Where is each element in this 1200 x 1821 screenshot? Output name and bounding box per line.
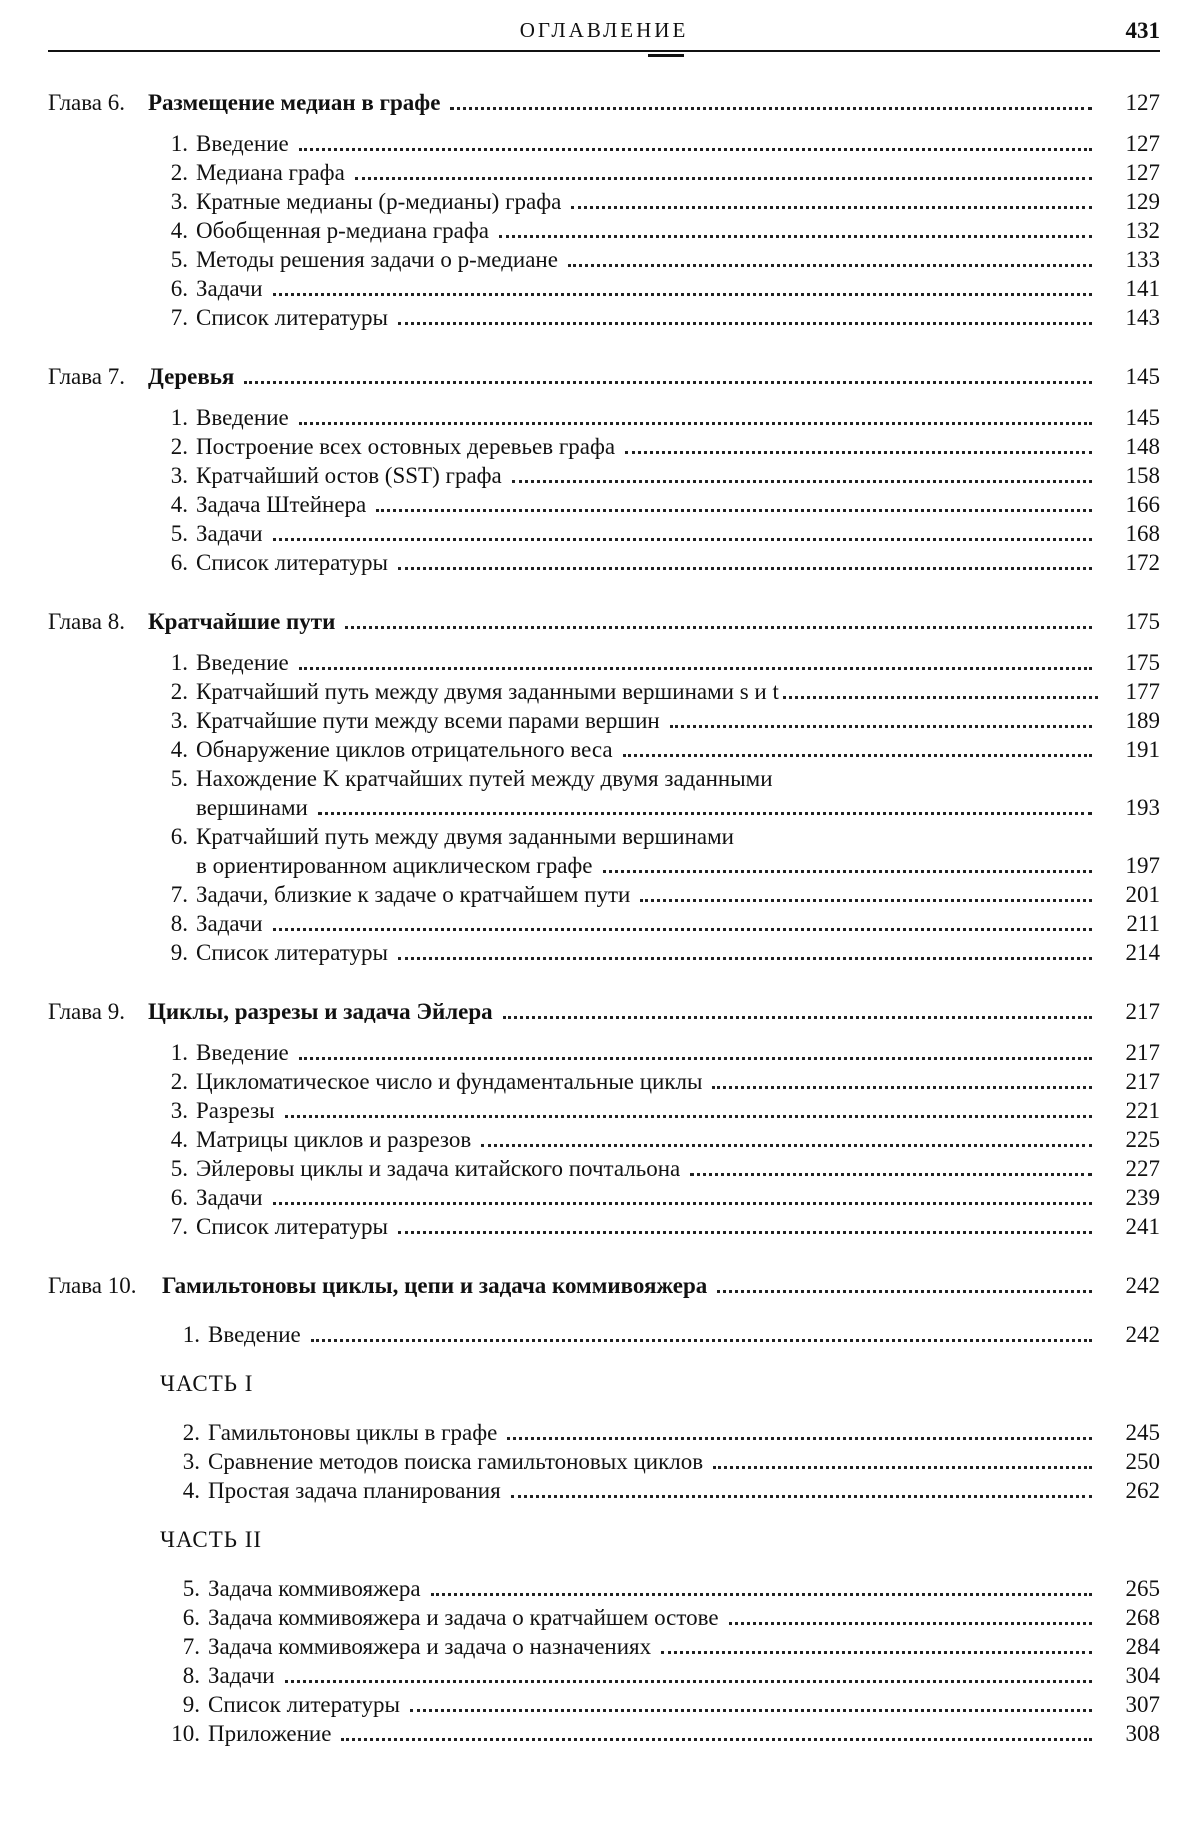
section-page: 141	[1106, 274, 1160, 303]
dot-leader	[568, 264, 1092, 267]
chapter-title: Гамильтоновы циклы, цепи и задача коммивояжера	[162, 1273, 707, 1298]
dot-leader	[299, 1057, 1092, 1060]
chapter-page: 175	[1106, 607, 1160, 636]
section-page: 201	[1106, 880, 1160, 909]
dot-leader	[345, 626, 1092, 629]
section-page: 133	[1106, 245, 1160, 274]
section-page: 262	[1106, 1476, 1160, 1505]
section-page: 143	[1106, 303, 1160, 332]
section-page: 197	[1106, 851, 1160, 880]
dot-leader	[355, 177, 1092, 180]
section-title: Построение всех остовных деревьев графа	[196, 434, 615, 459]
section-title: Задачи, близкие к задаче о кратчайшем пути	[196, 882, 630, 907]
toc-entry[interactable]	[48, 1690, 1160, 1719]
dot-leader	[571, 206, 1092, 209]
toc-entry-continuation[interactable]	[48, 851, 1160, 880]
toc-entry-continuation[interactable]	[48, 793, 1160, 822]
toc-entry[interactable]	[48, 1320, 1160, 1349]
toc-entry[interactable]	[48, 519, 1160, 548]
toc-entry[interactable]	[48, 432, 1160, 461]
section-title: Приложение	[208, 1721, 331, 1746]
chapter-prefix: Глава 7.	[48, 362, 148, 391]
section-number: 3.	[148, 1096, 188, 1125]
toc-entry[interactable]	[48, 1418, 1160, 1447]
section-page: 268	[1106, 1603, 1160, 1632]
dot-leader	[273, 538, 1092, 541]
dot-leader	[507, 1437, 1092, 1440]
section-page: 129	[1106, 187, 1160, 216]
section-number: 6.	[148, 822, 188, 851]
section-page: 175	[1106, 648, 1160, 677]
chapter-10-entry[interactable]	[48, 1271, 1160, 1300]
section-title: Гамильтоновы циклы в графе	[208, 1420, 497, 1445]
section-page: 217	[1106, 1067, 1160, 1096]
section-title-continued: вершинами	[196, 793, 308, 822]
toc-entry[interactable]	[48, 403, 1160, 432]
toc-entry[interactable]	[48, 461, 1160, 490]
chapter-title: Кратчайшие пути	[148, 609, 335, 634]
section-number: 3.	[148, 706, 188, 735]
section-title: Медиана графа	[196, 160, 345, 185]
section-number: 7.	[160, 1632, 200, 1661]
section-page: 127	[1106, 129, 1160, 158]
dot-leader	[410, 1709, 1092, 1712]
dot-leader	[512, 480, 1092, 483]
section-number: 9.	[148, 938, 188, 967]
toc-entry[interactable]	[48, 648, 1160, 677]
section-page: 191	[1106, 735, 1160, 764]
toc-entry[interactable]	[48, 1183, 1160, 1212]
toc-entry[interactable]	[48, 274, 1160, 303]
section-page: 265	[1106, 1574, 1160, 1603]
section-page: 148	[1106, 432, 1160, 461]
dot-leader	[481, 1144, 1092, 1147]
dot-leader	[299, 148, 1092, 151]
section-page: 304	[1106, 1661, 1160, 1690]
section-page: 242	[1106, 1320, 1160, 1349]
dot-leader	[625, 451, 1092, 454]
dot-leader	[712, 1086, 1092, 1089]
dot-leader	[729, 1622, 1092, 1625]
dot-leader	[398, 567, 1092, 570]
toc-entry[interactable]	[48, 706, 1160, 735]
section-page: 250	[1106, 1447, 1160, 1476]
section-number: 6.	[160, 1603, 200, 1632]
chapter-page: 127	[1106, 88, 1160, 117]
section-number: 7.	[148, 303, 188, 332]
toc-entry[interactable]	[48, 1661, 1160, 1690]
section-title: Задачи	[196, 276, 263, 301]
section-number: 4.	[160, 1476, 200, 1505]
section-number: 3.	[148, 187, 188, 216]
section-title: Задачи	[196, 521, 263, 546]
dot-leader	[311, 1339, 1092, 1342]
section-number: 1.	[148, 1038, 188, 1067]
section-page: 241	[1106, 1212, 1160, 1241]
section-number: 2.	[148, 677, 188, 706]
section-title: Цикломатическое число и фундаментальные циклы	[196, 1069, 702, 1094]
chapter-prefix: Глава 10.	[48, 1271, 148, 1300]
toc-entry[interactable]	[48, 1574, 1160, 1603]
page-header	[48, 16, 1160, 56]
section-title: Обобщенная p-медиана графа	[196, 218, 489, 243]
toc-entry[interactable]	[48, 909, 1160, 938]
section-number: 6.	[148, 274, 188, 303]
dot-leader	[603, 870, 1092, 873]
dot-leader	[376, 509, 1092, 512]
section-page: 214	[1106, 938, 1160, 967]
section-title: Разрезы	[196, 1098, 275, 1123]
section-number: 2.	[148, 158, 188, 187]
section-title: Список литературы	[196, 1214, 388, 1239]
section-number: 1.	[160, 1320, 200, 1349]
section-number: 8.	[148, 909, 188, 938]
section-title: Задача Штейнера	[196, 492, 366, 517]
chapter-8-entry[interactable]	[48, 607, 1160, 636]
section-title: Обнаружение циклов отрицательного веса	[196, 737, 613, 762]
toc-entry[interactable]	[48, 245, 1160, 274]
section-title: Список литературы	[196, 550, 388, 575]
chapter-9-entry[interactable]	[48, 997, 1160, 1026]
chapter-6-entry[interactable]	[48, 88, 1160, 117]
section-number: 5.	[148, 245, 188, 274]
toc-entry[interactable]	[48, 880, 1160, 909]
section-title: Задачи	[196, 911, 263, 936]
section-title: Задача коммивояжера и задача о назначениях	[208, 1634, 651, 1659]
dot-leader	[318, 812, 1092, 815]
table-of-contents	[48, 88, 1160, 1748]
section-number: 4.	[148, 216, 188, 245]
section-title: Задачи	[196, 1185, 263, 1210]
chapter-page: 217	[1106, 997, 1160, 1026]
section-page: 225	[1106, 1125, 1160, 1154]
toc-entry[interactable]	[48, 1096, 1160, 1125]
dot-leader	[783, 696, 1098, 699]
section-page: 284	[1106, 1632, 1160, 1661]
toc-entry[interactable]	[48, 1212, 1160, 1241]
dot-leader	[503, 1016, 1092, 1019]
dot-leader	[244, 381, 1092, 384]
section-title: Кратные медианы (p-медианы) графа	[196, 189, 561, 214]
section-number: 1.	[148, 129, 188, 158]
section-page: 177	[1106, 677, 1160, 706]
dot-leader	[717, 1290, 1092, 1293]
chapter-prefix: Глава 8.	[48, 607, 148, 636]
section-title: Список литературы	[196, 940, 388, 965]
dot-leader	[450, 107, 1092, 110]
section-title: Список литературы	[196, 305, 388, 330]
toc-entry[interactable]	[48, 158, 1160, 187]
dot-leader	[640, 899, 1092, 902]
chapter-page: 242	[1106, 1271, 1160, 1300]
section-number: 3.	[148, 461, 188, 490]
dot-leader	[690, 1173, 1092, 1176]
toc-entry[interactable]	[48, 1603, 1160, 1632]
dot-leader	[431, 1593, 1092, 1596]
section-number: 2.	[148, 1067, 188, 1096]
section-number: 1.	[148, 403, 188, 432]
toc-entry[interactable]	[48, 1476, 1160, 1505]
section-title: Кратчайший путь между двумя заданными вершинами	[196, 824, 734, 849]
dot-leader	[670, 725, 1092, 728]
section-number: 5.	[148, 764, 188, 793]
section-title: Список литературы	[208, 1692, 400, 1717]
section-number: 4.	[148, 1125, 188, 1154]
section-page: 189	[1106, 706, 1160, 735]
section-title: Введение	[196, 131, 289, 156]
section-page: 245	[1106, 1418, 1160, 1447]
section-page: 221	[1106, 1096, 1160, 1125]
dot-leader	[713, 1466, 1092, 1469]
section-page: 211	[1106, 909, 1160, 938]
section-title: Задачи	[208, 1663, 275, 1688]
toc-entry-wrapped[interactable]	[48, 764, 1160, 793]
dot-leader	[273, 1202, 1092, 1205]
section-number: 4.	[148, 490, 188, 519]
toc-entry[interactable]	[48, 735, 1160, 764]
section-page: 308	[1106, 1719, 1160, 1748]
dot-leader	[398, 322, 1092, 325]
toc-entry-wrapped[interactable]	[48, 822, 1160, 851]
section-title: Простая задача планирования	[208, 1478, 501, 1503]
section-number: 2.	[160, 1418, 200, 1447]
toc-entry[interactable]	[48, 1447, 1160, 1476]
part-heading: ЧАСТЬ II	[48, 1525, 1160, 1554]
toc-entry[interactable]	[48, 216, 1160, 245]
dot-leader	[285, 1680, 1092, 1683]
header-rule	[48, 50, 1160, 52]
dot-leader	[398, 1231, 1092, 1234]
dot-leader	[285, 1115, 1092, 1118]
running-title: ОГЛАВЛЕНИЕ	[48, 18, 1160, 43]
toc-entry[interactable]	[48, 1038, 1160, 1067]
section-title: Сравнение методов поиска гамильтоновых циклов	[208, 1449, 703, 1474]
dot-leader	[299, 422, 1092, 425]
section-title: Кратчайший остов (SST) графа	[196, 463, 502, 488]
dot-leader	[499, 235, 1092, 238]
section-title: Кратчайшие пути между всеми парами вершин	[196, 708, 660, 733]
toc-entry[interactable]	[48, 490, 1160, 519]
section-page: 158	[1106, 461, 1160, 490]
section-title: Кратчайший путь между двумя заданными вершинами s и t	[196, 679, 779, 704]
section-title: Методы решения задачи о p-медиане	[196, 247, 558, 272]
section-page: 239	[1106, 1183, 1160, 1212]
chapter-title: Циклы, разрезы и задача Эйлера	[148, 999, 493, 1024]
section-number: 7.	[148, 880, 188, 909]
section-page: 307	[1106, 1690, 1160, 1719]
chapter-title: Размещение медиан в графе	[148, 90, 440, 115]
page-number: 431	[1126, 18, 1161, 44]
toc-entry[interactable]	[48, 1719, 1160, 1748]
section-number: 9.	[160, 1690, 200, 1719]
header-rule-mark	[648, 54, 684, 57]
section-page: 127	[1106, 158, 1160, 187]
section-number: 6.	[148, 1183, 188, 1212]
toc-entry[interactable]	[48, 548, 1160, 577]
section-title: Задача коммивояжера и задача о кратчайшем остове	[208, 1605, 719, 1630]
part-heading: ЧАСТЬ I	[48, 1369, 1160, 1398]
toc-entry[interactable]	[48, 1632, 1160, 1661]
section-page: 132	[1106, 216, 1160, 245]
section-page: 227	[1106, 1154, 1160, 1183]
dot-leader	[623, 754, 1092, 757]
toc-entry[interactable]	[48, 1067, 1160, 1096]
dot-leader	[398, 957, 1092, 960]
chapter-page: 145	[1106, 362, 1160, 391]
section-title-continued: в ориентированном ациклическом графе	[196, 851, 593, 880]
toc-entry[interactable]	[48, 303, 1160, 332]
section-number: 2.	[148, 432, 188, 461]
toc-entry[interactable]	[48, 1154, 1160, 1183]
section-number: 5.	[160, 1574, 200, 1603]
section-number: 4.	[148, 735, 188, 764]
dot-leader	[299, 667, 1092, 670]
section-number: 10.	[160, 1719, 200, 1748]
dot-leader	[273, 293, 1092, 296]
section-number: 5.	[148, 519, 188, 548]
chapter-7-entry[interactable]	[48, 362, 1160, 391]
dot-leader	[661, 1651, 1092, 1654]
section-title: Задача коммивояжера	[208, 1576, 421, 1601]
section-number: 7.	[148, 1212, 188, 1241]
chapter-prefix: Глава 6.	[48, 88, 148, 117]
section-page: 168	[1106, 519, 1160, 548]
section-title: Введение	[196, 405, 289, 430]
section-title: Введение	[196, 650, 289, 675]
section-page: 172	[1106, 548, 1160, 577]
dot-leader	[273, 928, 1092, 931]
section-title: Матрицы циклов и разрезов	[196, 1127, 471, 1152]
section-title: Введение	[208, 1322, 301, 1347]
section-title: Нахождение K кратчайших путей между двумя заданными	[196, 766, 773, 791]
dot-leader	[341, 1738, 1092, 1741]
section-number: 6.	[148, 548, 188, 577]
section-title: Эйлеровы циклы и задача китайского почтальона	[196, 1156, 680, 1181]
section-title: Введение	[196, 1040, 289, 1065]
section-page: 193	[1106, 793, 1160, 822]
toc-entry[interactable]	[48, 677, 1160, 706]
chapter-title: Деревья	[148, 364, 234, 389]
section-number: 3.	[160, 1447, 200, 1476]
toc-entry[interactable]	[48, 129, 1160, 158]
section-number: 5.	[148, 1154, 188, 1183]
section-page: 145	[1106, 403, 1160, 432]
toc-entry[interactable]	[48, 1125, 1160, 1154]
section-page: 166	[1106, 490, 1160, 519]
toc-entry[interactable]	[48, 187, 1160, 216]
section-number: 1.	[148, 648, 188, 677]
section-page: 217	[1106, 1038, 1160, 1067]
section-number: 8.	[160, 1661, 200, 1690]
toc-entry[interactable]	[48, 938, 1160, 967]
dot-leader	[511, 1495, 1092, 1498]
chapter-prefix: Глава 9.	[48, 997, 148, 1026]
